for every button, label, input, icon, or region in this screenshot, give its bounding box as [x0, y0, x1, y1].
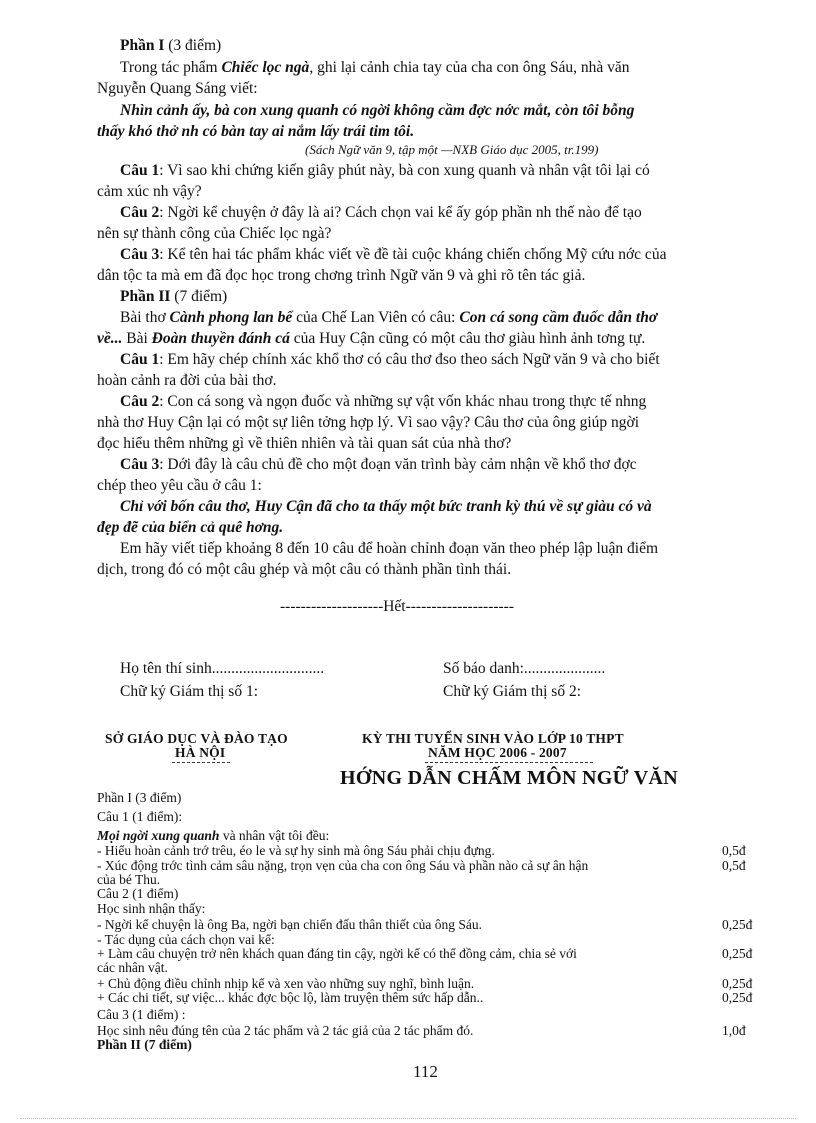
- part1-points: (3 điểm): [168, 37, 222, 54]
- work-title: Chiếc lọc ngà: [221, 59, 310, 76]
- part1-heading: [120, 36, 221, 56]
- guide-c3-heading: Câu 3 (1 điểm) :: [97, 1007, 186, 1022]
- quote-source: (Sách Ngữ văn 9, tập một —NXB Giáo dục 2005, tr.199): [305, 142, 599, 157]
- p1-q3-line1: [120, 245, 666, 265]
- text-run: của Huy Cận cũng có một câu thơ giàu hình ảnh tơng tự.: [289, 330, 646, 347]
- text-run: : Vì sao khi chứng kiến giây phút này, bà con xung quanh và nhân vật tôi lại có: [159, 162, 650, 179]
- guide-c1-heading: Câu 1 (1 điểm):: [97, 809, 183, 824]
- score: 0,5đ: [722, 858, 746, 873]
- text-run: : Con cá song và ngọn đuốc và những sự vật vốn khác nhau trong thực tế nhng: [159, 393, 647, 410]
- task-line1: Em hãy viết tiếp khoảng 8 đến 10 câu để hoàn chỉnh đoạn văn theo phép lập luận điểm: [120, 540, 659, 557]
- text-run: : Kể tên hai tác phẩm khác viết về đề tài cuộc kháng chiến chống Mỹ cứu nớc của: [159, 246, 667, 263]
- p2-q2-line1: [120, 392, 646, 412]
- text-run: : Dới đây là câu chủ đề cho một đoạn văn trình bày cảm nhận về khổ thơ đợc: [159, 456, 637, 473]
- topic-sentence-line1: Chỉ với bốn câu thơ, Huy Cận đã cho ta thấy một bức tranh kỳ thú về sự giàu có và: [120, 498, 652, 515]
- question-label: Câu 2: [120, 204, 160, 221]
- task-line2: dịch, trong đó có một câu ghép và một câu có thành phần tình thái.: [97, 561, 512, 578]
- part2-heading: [120, 287, 227, 307]
- guide-c3-a: Học sinh nêu đúng tên của 2 tác phẩm và 2 tác giả của 2 tác phẩm đó.: [97, 1023, 474, 1038]
- part1-intro-line2: Nguyễn Quang Sáng viết:: [97, 80, 258, 97]
- question-label: Câu 1: [120, 351, 160, 368]
- p1-q1-line1: [120, 161, 650, 181]
- guide-c2-c: - Tác dụng của cách chọn vai kể:: [97, 932, 275, 947]
- p1-q1-line2: cảm xúc nh vậy?: [97, 183, 202, 200]
- question-label: Câu 3: [120, 456, 160, 473]
- emphasis: Mọi ngời xung quanh: [97, 828, 220, 843]
- quote-line1: Nhìn cảnh ấy, bà con xung quanh có ngời không cầm đợc nớc mắt, còn tôi bỗng: [120, 102, 635, 119]
- candidate-name: Họ tên thí sinh.............................: [120, 660, 325, 677]
- p2-q1-line1: [120, 350, 660, 370]
- p1-q3-line2: dân tộc ta mà em đã đọc học trong chơng trình Ngữ văn 9 và ghi rõ tên tác giả.: [97, 267, 586, 284]
- end-marker: --------------------Hết---------------------: [280, 598, 515, 615]
- guide-c1-item2b: của bé Thu.: [97, 872, 161, 887]
- guide-c2-d1: + Làm câu chuyện trở nên khách quan đáng tin cậy, ngời kể có thể đồng cảm, chia sẻ với: [97, 946, 577, 961]
- score: 0,25đ: [722, 917, 753, 932]
- exam-title: KỲ THI TUYỂN SINH VÀO LỚP 10 THPT: [362, 731, 624, 746]
- guide-c2-b: - Ngời kể chuyện là ông Ba, ngời bạn chiến đấu thân thiết của ông Sáu.: [97, 917, 483, 932]
- department-line2: HÀ NỘI: [175, 745, 226, 760]
- poem-quote: Con cá song cầm đuốc dẫn thơ: [459, 309, 658, 326]
- department-underline: [172, 762, 230, 763]
- candidate-number: Số báo danh:.....................: [443, 660, 606, 677]
- text-run: : Em hãy chép chính xác khổ thơ có câu thơ đso theo sách Ngữ văn 9 và cho biết: [159, 351, 660, 368]
- score: 1,0đ: [722, 1023, 746, 1038]
- score: 0,25đ: [722, 990, 753, 1005]
- p1-q2-line2: nên sự thành công của Chiếc lọc ngà?: [97, 225, 332, 242]
- question-label: Câu 1: [120, 162, 160, 179]
- part1-label: Phần I: [120, 37, 165, 54]
- page-number: 112: [413, 1062, 438, 1081]
- part2-label: Phần II: [120, 288, 171, 305]
- text-run: , ghi lại cảnh chia tay của cha con ông Sáu, nhà văn: [309, 59, 630, 76]
- p2-q2-line3: đọc hiểu thêm những gì về thiên nhiên và tài quan sát của nhà thơ?: [97, 435, 512, 452]
- text-run: Bài: [122, 330, 152, 347]
- score: 0,25đ: [722, 946, 753, 961]
- text-run: : Ngời kể chuyện ở đây là ai? Cách chọn vai kể ấy góp phần nh thế nào để tạo: [159, 204, 642, 221]
- guide-part2: Phần II (7 điểm): [97, 1037, 192, 1052]
- part2-points: (7 điểm): [174, 288, 228, 305]
- part1-intro-line1: [120, 58, 630, 78]
- score: 0,5đ: [722, 843, 746, 858]
- invigilator-1-signature: Chữ ký Giám thị số 1:: [120, 683, 259, 700]
- guide-c1-lead: [97, 828, 329, 844]
- text-run: và nhân vật tôi đều:: [219, 828, 330, 843]
- school-year-underline: [425, 762, 593, 763]
- department-line1: SỞ GIÁO DỤC VÀ ĐÀO TẠO: [105, 731, 288, 746]
- work-title: Đoàn thuyền đánh cá: [151, 330, 290, 347]
- guide-c1-item2a: - Xúc động trớc tình cảm sâu nặng, trọn vẹn của cha con ông Sáu và phần nào cả sự ân hận: [97, 858, 589, 873]
- topic-sentence-line2: đẹp đẽ của biển cả quê hơng.: [97, 519, 284, 536]
- p2-intro-line1: [120, 308, 657, 328]
- guide-c2-e: + Chủ động điều chỉnh nhịp kể và xen vào những suy nghĩ, bình luận.: [97, 976, 475, 991]
- p2-q3-line2: chép theo yêu cầu ở câu 1:: [97, 477, 262, 494]
- p1-q2-line1: [120, 203, 642, 223]
- poem-quote-end: về...: [97, 330, 123, 347]
- p2-q3-line1: [120, 455, 637, 475]
- guide-title: HỚNG DẪN CHẤM MÔN NGỮ VĂN: [340, 767, 679, 789]
- text-run: Bài thơ: [120, 309, 170, 326]
- guide-c2-a: Học sinh nhận thấy:: [97, 901, 206, 916]
- score: 0,25đ: [722, 976, 753, 991]
- school-year: NĂM HỌC 2006 - 2007: [428, 745, 567, 760]
- question-label: Câu 2: [120, 393, 160, 410]
- guide-c2-f: + Các chi tiết, sự việc... khác đợc bộc lộ, làm truyện thêm sức hấp dẫn..: [97, 990, 484, 1005]
- guide-c2-d2: các nhân vật.: [97, 960, 168, 975]
- page-bottom-divider: [20, 1118, 796, 1119]
- text-run: của Chế Lan Viên có câu:: [292, 309, 460, 326]
- guide-c2-heading: Câu 2 (1 điểm): [97, 886, 179, 901]
- invigilator-2-signature: Chữ ký Giám thị số 2:: [443, 683, 582, 700]
- p2-intro-line2: [97, 329, 645, 349]
- text-run: Trong tác phẩm: [120, 59, 222, 76]
- guide-part1: Phần I (3 điểm): [97, 790, 182, 805]
- p2-q2-line2: nhà thơ Huy Cận lại có một sự liên tởng hợp lý. Vì sao vậy? Câu thơ của ông giúp ngời: [97, 414, 640, 431]
- p2-q1-line2: hoàn cảnh ra đời của bài thơ.: [97, 372, 277, 389]
- guide-c1-item1: - Hiểu hoàn cảnh trớ trêu, éo le và sự hy sinh mà ông Sáu phải chịu đựng.: [97, 843, 495, 858]
- work-title: Cành phong lan bể: [169, 309, 293, 326]
- question-label: Câu 3: [120, 246, 160, 263]
- quote-line2: thấy khó thở nh có bàn tay ai nắm lấy trái tim tôi.: [97, 123, 415, 140]
